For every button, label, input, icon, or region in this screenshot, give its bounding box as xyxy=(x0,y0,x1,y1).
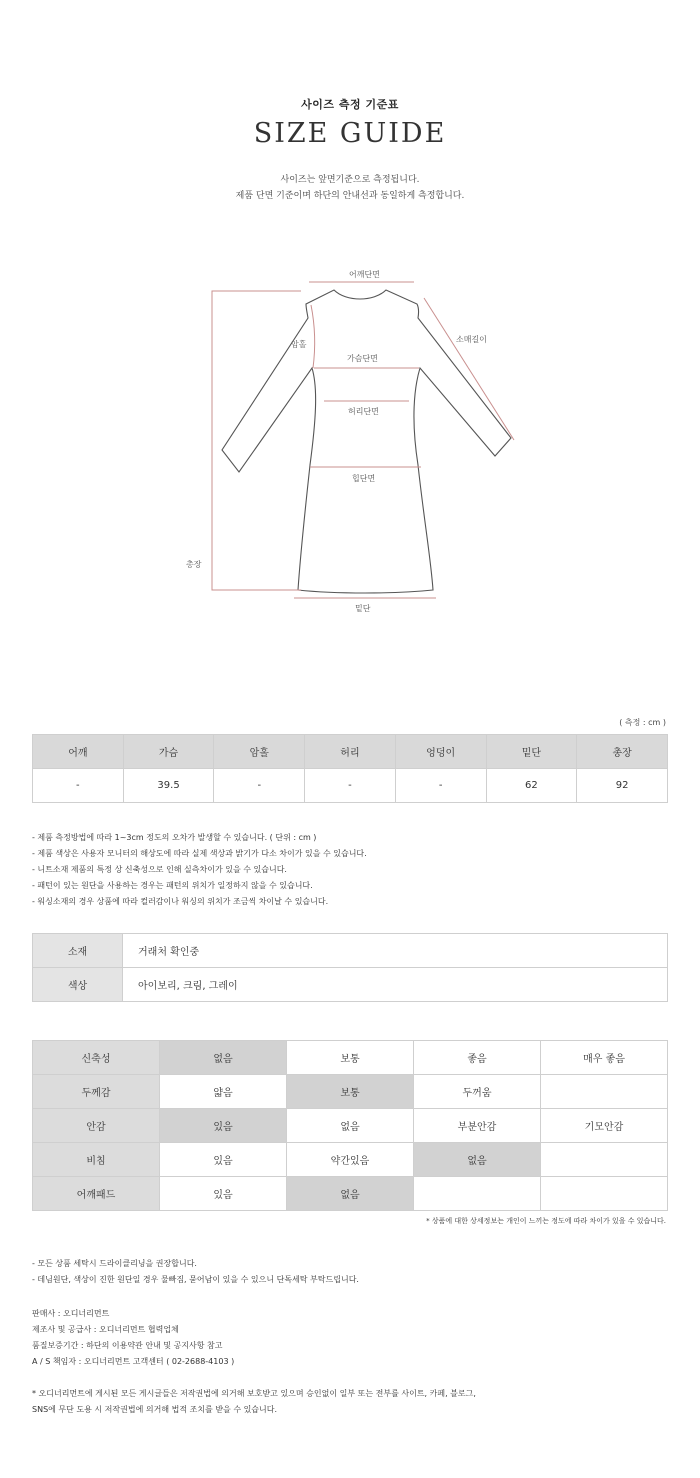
seller-line: 판매사 : 오디너리먼트 xyxy=(32,1309,110,1318)
size-header-cell: 어깨 xyxy=(33,735,124,769)
copyright-line: * 오디너리먼트에 게시된 모든 게시글들은 저작권법에 의거해 보호받고 있으며 승인없이 일부 또는 전부를 사이트, 카페, 블로그, xyxy=(32,1389,476,1398)
note-line: - 워싱소재의 경우 상품에 따라 컬러감이나 워싱의 위치가 조금씩 차이날 수 있습니다. xyxy=(32,897,329,906)
color-value: 아이보리, 크림, 그레이 xyxy=(123,968,668,1002)
feel-option-selected: 없음 xyxy=(414,1143,541,1177)
label-chest: 가슴단면 xyxy=(347,354,378,363)
size-value-cell: - xyxy=(395,769,486,803)
feel-option-selected: 없음 xyxy=(160,1041,287,1075)
armhole-line xyxy=(311,305,315,368)
feel-option xyxy=(414,1177,541,1211)
feel-disclaimer: * 상품에 대한 상세정보는 개인이 느끼는 정도에 따라 차이가 있을 수 있습니다. xyxy=(426,1217,666,1225)
length-line xyxy=(212,291,301,590)
feel-option: 두꺼움 xyxy=(414,1075,541,1109)
page-title-kr: 사이즈 측정 기준표 xyxy=(301,98,399,111)
note-line: - 패턴이 있는 원단을 사용하는 경우는 패턴의 위치가 일정하지 않을 수 있습니다. xyxy=(32,881,313,890)
intro-line-2: 제품 단면 기준이며 하단의 안내선과 동일하게 측정합니다. xyxy=(235,191,465,201)
note-line: - 제품 색상은 사용자 모니터의 해상도에 따라 실제 색상과 밝기가 다소 차이가 있을 수 있습니다. xyxy=(32,849,367,858)
size-header-cell: 암홀 xyxy=(214,735,305,769)
feel-row-sheerness xyxy=(33,1143,668,1177)
feel-row-label: 두께감 xyxy=(33,1075,160,1109)
size-value-cell: - xyxy=(305,769,396,803)
feel-row-lining xyxy=(33,1109,668,1143)
color-row xyxy=(33,968,668,1002)
feel-row-label: 신축성 xyxy=(33,1041,160,1075)
feel-option-selected: 없음 xyxy=(287,1177,414,1211)
feel-option: 좋음 xyxy=(414,1041,541,1075)
feel-option: 얇음 xyxy=(160,1075,287,1109)
size-value-cell: 39.5 xyxy=(123,769,214,803)
color-label: 색상 xyxy=(33,968,123,1002)
fabric-feel-table xyxy=(32,1040,668,1211)
feel-option: 약간있음 xyxy=(287,1143,414,1177)
label-armhole: 암홀 xyxy=(291,340,307,349)
feel-row-label: 안감 xyxy=(33,1109,160,1143)
label-hem: 밑단 xyxy=(355,604,371,613)
material-info-table xyxy=(32,933,668,1002)
size-header-cell: 밑단 xyxy=(486,735,577,769)
measurement-notes xyxy=(32,830,367,910)
copyright-line: SNS에 무단 도용 시 저작권법에 의거해 법적 조치를 받을 수 있습니다. xyxy=(32,1405,278,1414)
feel-option xyxy=(541,1143,668,1177)
material-row xyxy=(33,934,668,968)
seller-info xyxy=(32,1306,234,1370)
unit-label: ( 측정 : cm ) xyxy=(619,718,666,727)
label-hip: 힙단면 xyxy=(352,474,376,483)
material-value: 거래처 확인중 xyxy=(123,934,668,968)
label-waist: 허리단면 xyxy=(348,407,379,416)
sleeve-line xyxy=(424,298,514,440)
label-shoulder: 어깨단면 xyxy=(349,270,380,279)
size-value-cell: 92 xyxy=(577,769,668,803)
feel-option xyxy=(541,1177,668,1211)
feel-option: 부분안감 xyxy=(414,1109,541,1143)
intro-line-1: 사이즈는 앞면기준으로 측정됩니다. xyxy=(280,175,420,185)
size-value-cell: - xyxy=(33,769,124,803)
size-value-cell: - xyxy=(214,769,305,803)
size-value-cell: 62 xyxy=(486,769,577,803)
care-line: - 데님원단, 색상이 진한 원단일 경우 물빠짐, 묻어남이 있을 수 있으니 단독세탁 부탁드립니다. xyxy=(32,1275,359,1284)
feel-option-selected: 있음 xyxy=(160,1109,287,1143)
size-header-cell: 엉덩이 xyxy=(395,735,486,769)
size-table-header-row xyxy=(33,735,668,769)
feel-option-selected: 보통 xyxy=(287,1075,414,1109)
size-table-value-row xyxy=(33,769,668,803)
feel-row-stretch xyxy=(33,1041,668,1075)
feel-row-label: 비침 xyxy=(33,1143,160,1177)
feel-option: 보통 xyxy=(287,1041,414,1075)
note-line: - 제품 측정방법에 따라 1~3cm 정도의 오차가 발생할 수 있습니다. ( 단위 : cm ) xyxy=(32,833,317,842)
label-sleeve: 소매길이 xyxy=(456,335,487,344)
as-contact-line: A / S 책임자 : 오디너리먼트 고객센터 ( 02-2688-4103 ) xyxy=(32,1357,235,1366)
feel-option: 있음 xyxy=(160,1177,287,1211)
warranty-line: 품질보증기간 : 하단의 이용약관 안내 및 공지사항 참고 xyxy=(32,1341,223,1350)
note-line: - 니트소재 제품의 특정 상 신축성으로 인해 실측차이가 있을 수 있습니다. xyxy=(32,865,287,874)
dress-diagram xyxy=(0,250,700,620)
size-header-cell: 가슴 xyxy=(123,735,214,769)
size-header-cell: 총장 xyxy=(577,735,668,769)
material-label: 소재 xyxy=(33,934,123,968)
feel-option: 매우 좋음 xyxy=(541,1041,668,1075)
feel-option: 있음 xyxy=(160,1143,287,1177)
feel-row-label: 어깨패드 xyxy=(33,1177,160,1211)
care-line: - 모든 상품 세탁시 드라이클리닝을 권장합니다. xyxy=(32,1259,197,1268)
feel-row-shoulder-pad xyxy=(33,1177,668,1211)
care-notes xyxy=(32,1256,359,1288)
feel-row-thickness xyxy=(33,1075,668,1109)
manufacturer-line: 제조사 및 공급사 : 오디너리먼트 협력업체 xyxy=(32,1325,179,1334)
copyright-notice xyxy=(32,1386,476,1418)
feel-option: 기모안감 xyxy=(541,1109,668,1143)
feel-option: 없음 xyxy=(287,1109,414,1143)
feel-option xyxy=(541,1075,668,1109)
size-table xyxy=(32,734,668,803)
page-title-en: SIZE GUIDE xyxy=(253,118,447,149)
label-length: 총장 xyxy=(186,560,202,569)
size-header-cell: 허리 xyxy=(305,735,396,769)
